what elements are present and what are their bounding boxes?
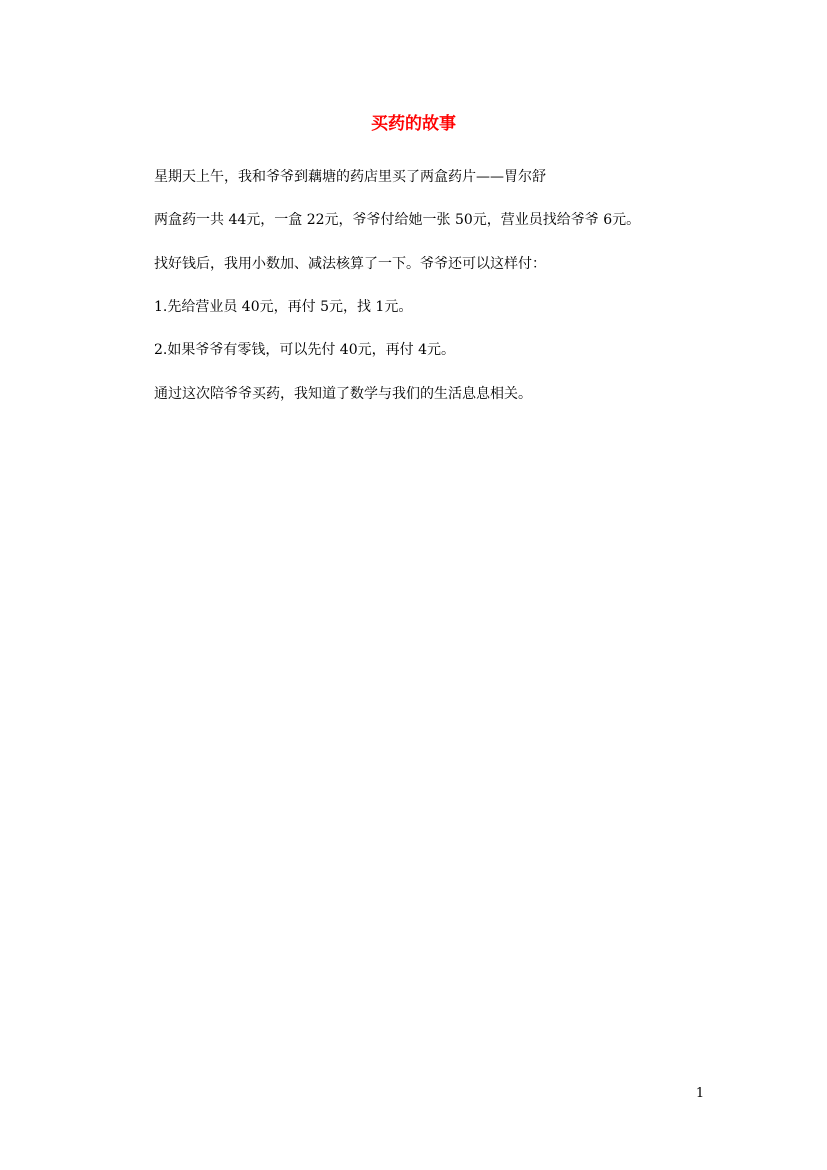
paragraph: 两盒药一共 44元，一盒 22元，爷爷付给她一张 50元，营业员找给爷爷 6元。 — [154, 212, 641, 228]
document-title: 买药的故事 — [371, 114, 456, 134]
list-item: 1.先给营业员 40元，再付 5元，找 1元。 — [154, 299, 413, 315]
paragraph: 星期天上午，我和爷爷到藕塘的药店里买了两盒药片——胃尔舒 — [154, 169, 546, 185]
list-item: 2.如果爷爷有零钱，可以先付 40元，再付 4元。 — [154, 342, 455, 358]
page-number: 1 — [695, 1086, 705, 1101]
paragraph: 通过这次陪爷爷买药，我知道了数学与我们的生活息息相关。 — [154, 386, 532, 402]
paragraph: 找好钱后，我用小数加、减法核算了一下。爷爷还可以这样付： — [154, 256, 546, 272]
